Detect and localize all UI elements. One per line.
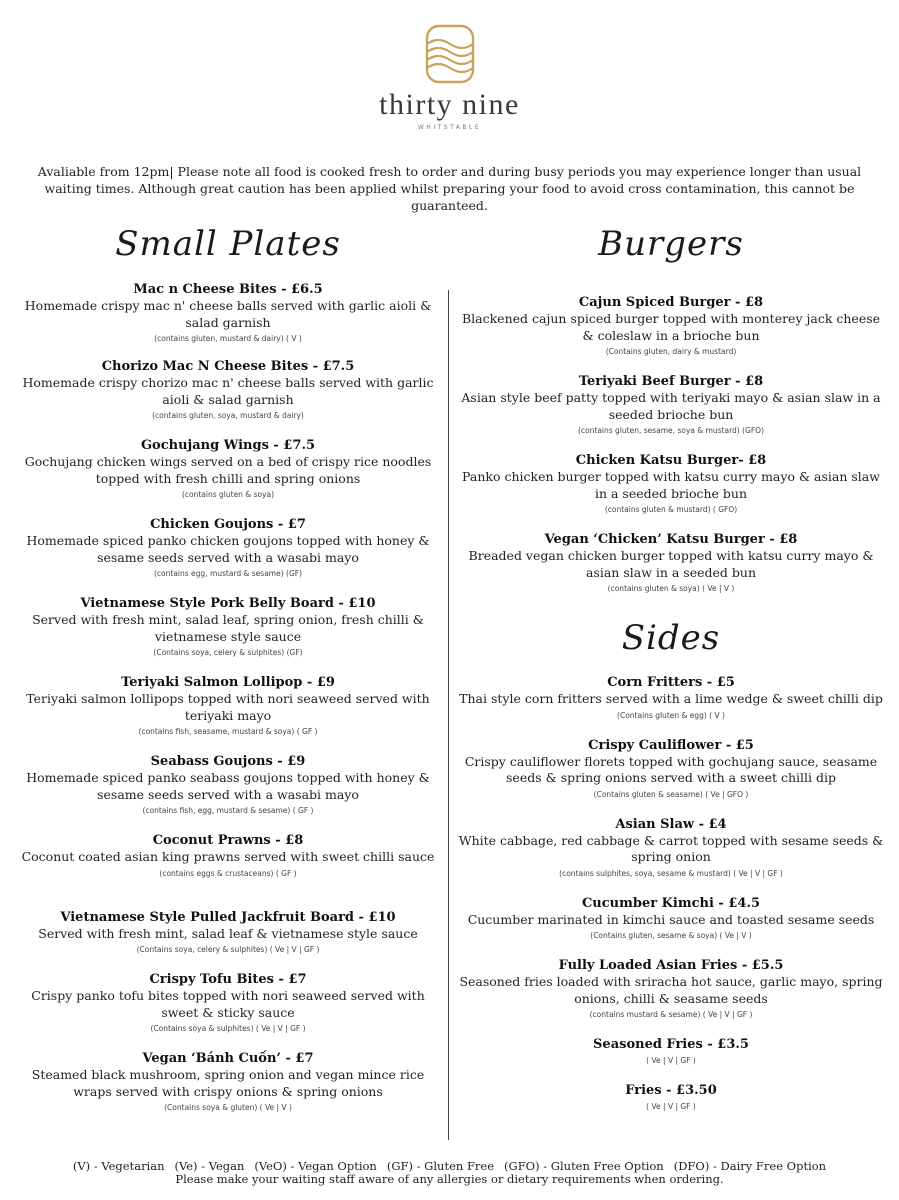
menu-item xyxy=(458,452,884,515)
menu-item xyxy=(458,373,884,436)
menu-item xyxy=(20,832,436,879)
menu-item-allergens: (contains gluten, soya, mustard & dairy) xyxy=(152,411,304,420)
menu-item-description: Panko chicken burger topped with katsu curry mayo & asian slaw in a seeded brioche bun xyxy=(462,469,880,501)
menu-item-name: Cucumber Kimchi - £4.5 xyxy=(581,895,761,911)
menu-item xyxy=(20,674,436,737)
menu-item-allergens: (contains gluten & soya) xyxy=(181,490,275,499)
menu-item xyxy=(458,957,884,1020)
menu-item-name: Chicken Goujons - £7 xyxy=(150,517,306,532)
menu-item-name: Teriyaki Beef Burger - £8 xyxy=(578,374,764,389)
menu-item-name: Gochujang Wings - £7.5 xyxy=(140,438,316,453)
brand-name: thirty nine xyxy=(379,88,520,121)
menu-item xyxy=(20,516,436,579)
menu-item-name: Coconut Prawns - £8 xyxy=(152,833,304,848)
menu-item-allergens: (contains sulphites, soya, sesame & mustard) ( Ve | V | GF ) xyxy=(559,868,783,878)
menu-item-name: Teriyaki Salmon Lollipop - £9 xyxy=(121,675,335,690)
menu-item xyxy=(458,895,884,942)
menu-item-allergens: ( Ve | V | GF ) xyxy=(646,1056,696,1065)
menu-item-name: Mac n Cheese Bites - £6.5 xyxy=(133,282,323,297)
allergy-note: Please make your waiting staff aware of any allergies or dietary requirements when ordering. xyxy=(175,1172,724,1186)
legend-entry: (V) - Vegetarian xyxy=(72,1159,165,1173)
menu-item-description: Asian style beef patty topped with teriyaki mayo & asian slaw in a seeded brioche bun xyxy=(461,390,881,422)
menu-item-description: Seasoned fries loaded with sriracha hot sauce, garlic mayo, spring onions, chilli & seasame seeds xyxy=(459,974,883,1006)
menu-item xyxy=(20,595,436,658)
menu-item-name: Vegan ‘Bánh Cuốn’ - £7 xyxy=(142,1051,314,1066)
menu-item-allergens: (Contains soya, celery & sulphites) (GF) xyxy=(153,648,303,657)
menu-item-description: Thai style corn fritters served with a lime wedge & sweet chilli dip xyxy=(459,691,883,706)
menu-item xyxy=(458,531,884,594)
menu-item-name: Seasoned Fries - £3.5 xyxy=(593,1037,749,1052)
menu-item-description: Gochujang chicken wings served on a bed of crispy rice noodles topped with fresh chilli and spring onions xyxy=(24,454,432,486)
menu-item-allergens: (Contains gluten, dairy & mustard) xyxy=(605,347,737,356)
legend-entry: (Ve) - Vegan xyxy=(174,1159,245,1173)
menu-item-description: Served with fresh mint, salad leaf, spring onion, fresh chilli & vietnamese style sauce xyxy=(32,612,424,644)
menu-item xyxy=(20,909,436,956)
menu-item-allergens: (contains gluten & mustard) ( GFO) xyxy=(604,505,738,514)
legend-entry: (DFO) - Dairy Free Option xyxy=(673,1159,827,1173)
menu-item-allergens: (contains fish, seasame, mustard & soya) ( GF ) xyxy=(138,727,318,736)
menu-item-description: Served with fresh mint, salad leaf & vietnamese style sauce xyxy=(38,925,418,941)
menu-item-allergens: (Contains gluten & egg) ( V ) xyxy=(617,710,725,720)
menu-item-allergens: (contains eggs & crustaceans) ( GF ) xyxy=(159,868,297,878)
menu-item-description: Homemade crispy mac n' cheese balls served with garlic aioli & salad garnish xyxy=(24,298,432,330)
menu-item-description: Crispy panko tofu bites topped with nori seaweed served with sweet & sticky sauce xyxy=(31,988,425,1020)
menu-item-name: Fully Loaded Asian Fries - £5.5 xyxy=(558,958,784,973)
legend-entry: (GFO) - Gluten Free Option xyxy=(504,1159,664,1173)
menu-item-allergens: (contains mustard & sesame) ( Ve | V | GF ) xyxy=(589,1010,753,1019)
menu-item-name: Vietnamese Style Pork Belly Board - £10 xyxy=(80,596,376,611)
logo xyxy=(0,22,899,131)
menu-item-allergens: (contains gluten, sesame, soya & mustard) (GFO) xyxy=(578,426,764,435)
menu-item xyxy=(20,281,436,344)
menu-item-name: Crispy Tofu Bites - £7 xyxy=(149,972,307,987)
menu-item-name: Vietnamese Style Pulled Jackfruit Board - £10 xyxy=(60,909,396,925)
footer xyxy=(0,1160,899,1186)
menu-item-allergens: (Contains soya & sulphites) ( Ve | V | GF ) xyxy=(150,1024,306,1033)
menu-item-description: Teriyaki salmon lollipops topped with nori seaweed served with teriyaki mayo xyxy=(26,691,430,723)
menu-item-name: Seabass Goujons - £9 xyxy=(150,754,306,769)
menu-item xyxy=(458,1082,884,1112)
availability-notice: Avaliable from 12pm| Please note all food is cooked fresh to order and during busy periods you may experience longer than usual waiting times. Although great caution has been applied whilst preparing your food to avoid cross contamination, this cannot be guaranteed. xyxy=(37,164,862,213)
small-plates-heading: Small Plates xyxy=(115,224,341,264)
menu-item xyxy=(20,437,436,500)
menu-item-description: Blackened cajun spiced burger topped with monterey jack cheese & coleslaw in a brioche bun xyxy=(461,311,881,343)
menu-item xyxy=(458,1036,884,1066)
menu-item-name: Cajun Spiced Burger - £8 xyxy=(578,295,764,310)
menu-item-allergens: (contains gluten & soya) ( Ve | V ) xyxy=(607,584,735,593)
small-plates-section xyxy=(20,222,436,1113)
menu-item-name: Vegan ‘Chicken’ Katsu Burger - £8 xyxy=(544,532,798,547)
menu-item xyxy=(458,674,884,721)
menu-item-name: Asian Slaw - £4 xyxy=(615,816,727,832)
menu-item-description: Crispy cauliflower florets topped with gochujang sauce, seasame seeds & spring onions served with a sweet chilli dip xyxy=(464,753,878,785)
menu-item xyxy=(20,358,436,421)
menu-item-name: Crispy Cauliflower - £5 xyxy=(588,737,754,753)
menu-item-description: Homemade spiced panko seabass goujons topped with honey & sesame seeds served with a wasabi mayo xyxy=(26,770,430,802)
menu-item-description: Steamed black mushroom, spring onion and vegan mince rice wraps served with crispy onions & spring onions xyxy=(31,1067,425,1099)
menu-item-allergens: (Contains gluten & seasame) ( Ve | GFO ) xyxy=(593,789,749,799)
legend-entry: (VeO) - Vegan Option xyxy=(254,1159,377,1173)
menu-item xyxy=(458,816,884,879)
menu-item-name: Chicken Katsu Burger- £8 xyxy=(575,453,767,468)
brand-location: WHITSTABLE xyxy=(417,124,482,131)
menu-item-allergens: (contains fish, egg, mustard & sesame) ( GF ) xyxy=(142,806,314,815)
sides-heading: Sides xyxy=(621,618,721,658)
legend-entry: (GF) - Gluten Free xyxy=(386,1159,495,1173)
menu-item-allergens: (Contains soya & gluten) ( Ve | V ) xyxy=(164,1103,292,1112)
menu-item-name: Fries - £3.50 xyxy=(625,1083,717,1098)
waves-logo-icon xyxy=(423,22,477,86)
menu-item xyxy=(20,1050,436,1113)
burgers-heading: Burgers xyxy=(598,224,744,264)
menu-item-description: White cabbage, red cabbage & carrot topped with sesame seeds & spring onion xyxy=(458,832,884,864)
menu-item-description: Homemade crispy chorizo mac n' cheese balls served with garlic aioli & salad garnish xyxy=(22,375,434,407)
menu-item xyxy=(458,737,884,800)
menu-item-description: Homemade spiced panko chicken goujons topped with honey & sesame seeds served with a wasabi mayo xyxy=(26,533,430,565)
menu-item-allergens: (contains egg, mustard & sesame) (GF) xyxy=(153,569,303,578)
menu-item-name: Chorizo Mac N Cheese Bites - £7.5 xyxy=(101,359,355,374)
menu-item xyxy=(458,294,884,357)
menu-item-allergens: (Contains soya, celery & sulphites) ( Ve | V | GF ) xyxy=(136,945,320,954)
menu-item-allergens: (contains gluten, mustard & dairy) ( V ) xyxy=(154,334,302,343)
column-divider xyxy=(448,290,449,1140)
menu-item-description: Coconut coated asian king prawns served with sweet chilli sauce xyxy=(21,849,435,864)
menu-item-allergens: (Contains gluten, sesame & soya) ( Ve | V ) xyxy=(590,931,752,940)
menu-item xyxy=(20,971,436,1034)
menu-item-allergens: ( Ve | V | GF ) xyxy=(646,1102,696,1111)
menu-item-name: Corn Fritters - £5 xyxy=(607,675,735,690)
menu-item-description: Cucumber marinated in kimchi sauce and toasted sesame seeds xyxy=(467,911,875,927)
menu-item-description: Breaded vegan chicken burger topped with katsu curry mayo & asian slaw in a seeded bun xyxy=(468,548,874,580)
burgers-sides-section xyxy=(458,222,884,1112)
menu-item xyxy=(20,753,436,816)
